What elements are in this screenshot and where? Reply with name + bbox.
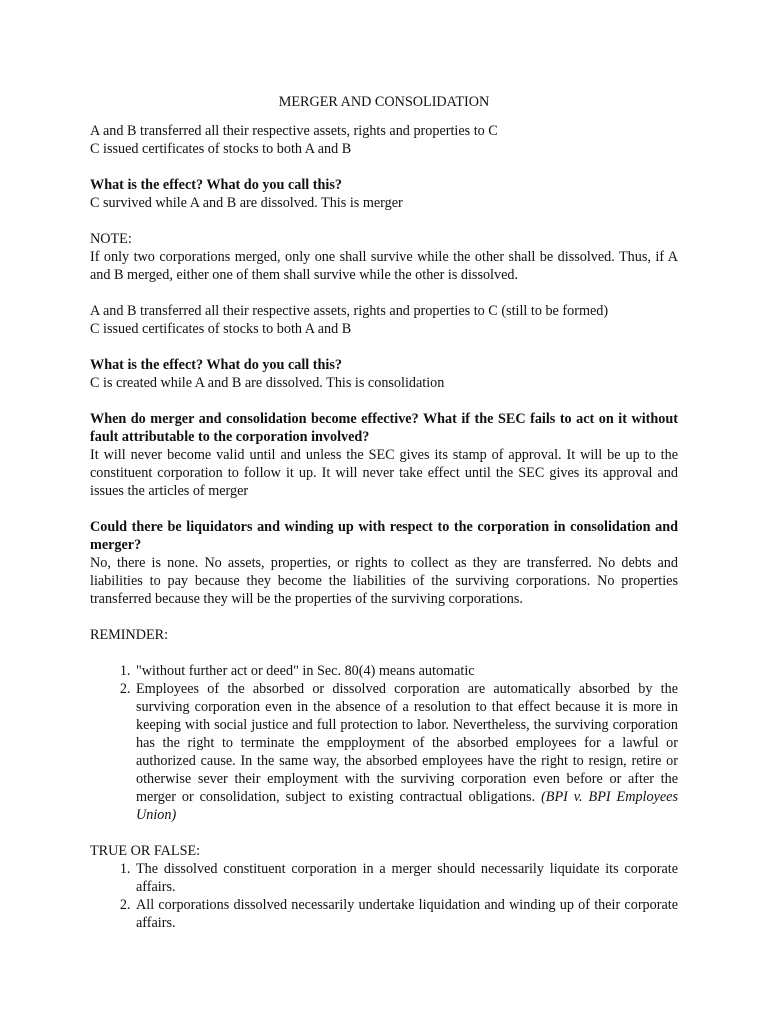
true-false-label: TRUE OR FALSE: <box>90 843 201 859</box>
note-section <box>90 230 678 284</box>
note-label: NOTE: <box>90 231 132 247</box>
reminder-label: REMINDER: <box>90 627 169 643</box>
document-page <box>90 93 678 932</box>
answer-text: C is created while A and B are dissolved. This is consolidation <box>90 375 445 391</box>
true-false-item-2-text: All corporations dissolved necessarily undertake liquidation and winding up of their corporate affairs. <box>136 897 678 931</box>
answer-text: C survived while A and B are dissolved. This is merger <box>90 195 403 211</box>
question-text: Could there be liquidators and winding up with respect to the corporation in consolidation and merger? <box>90 519 678 553</box>
scenario-merger <box>90 122 678 158</box>
true-false-list <box>90 860 678 932</box>
reminder-item-2-text: Employees of the absorbed or dissolved corporation are automatically absorbed by the surviving corporation even in the absence of a resolution to that effect because it is more in keeping with social justice and full protection to labor. Nevertheless, the surviving corporation has the right to terminate the empployment of the absorbed employees for a lawful or authorized cause. In the same way, the absorbed employees have the right to resign, retire or otherwise sever their employment with the surviving corporation even before or after the merger or consolidation, subject to existing contractual obligations. <box>136 681 678 805</box>
scenario-merger-line-1: A and B transferred all their respective assets, rights and properties to C <box>90 123 498 139</box>
question-liquidators <box>90 518 678 608</box>
question-text: What is the effect? What do you call this? <box>90 177 342 193</box>
list-item <box>134 860 678 896</box>
question-merger-effect <box>90 176 678 212</box>
scenario-merger-line-2: C issued certificates of stocks to both A and B <box>90 141 352 157</box>
reminder-section <box>90 626 678 644</box>
reminder-list <box>90 662 678 824</box>
note-text: If only two corporations merged, only one shall survive while the other shall be dissolved. Thus, if A and B merged, either one of them shall survive while the other is dissolved. <box>90 249 678 283</box>
scenario-consolidation-line-2: C issued certificates of stocks to both A and B <box>90 321 352 337</box>
answer-text: No, there is none. No assets, properties, or rights to collect as they are transferred. No debts and liabilities to pay because they become the liabilities of the surviving corporations. No properties transferred because they will be the properties of the surviving corporations. <box>90 555 678 607</box>
list-item <box>134 662 678 680</box>
true-false-item-1-text: The dissolved constituent corporation in a merger should necessarily liquidate its corporate affairs. <box>136 861 678 895</box>
question-consolidation-effect <box>90 356 678 392</box>
list-item <box>134 680 678 824</box>
document-title: MERGER AND CONSOLIDATION <box>278 94 490 110</box>
question-text: What is the effect? What do you call this? <box>90 357 342 373</box>
scenario-consolidation-line-1: A and B transferred all their respective assets, rights and properties to C (still to be formed) <box>90 303 609 319</box>
question-text: When do merger and consolidation become effective? What if the SEC fails to act on it without fault attributable to the corporation involved? <box>90 411 678 445</box>
question-effectivity <box>90 410 678 500</box>
answer-text: It will never become valid until and unless the SEC gives its stamp of approval. It will be up to the constituent corporation to follow it up. It will never take effect until the SEC gives its approval and issues the articles of merger <box>90 447 678 499</box>
true-false-section <box>90 842 678 932</box>
scenario-consolidation <box>90 302 678 338</box>
case-citation: (BPI v. BPI Employees Union) <box>136 789 678 823</box>
list-item <box>134 896 678 932</box>
reminder-item-1-text: "without further act or deed" in Sec. 80(4) means automatic <box>136 663 475 679</box>
